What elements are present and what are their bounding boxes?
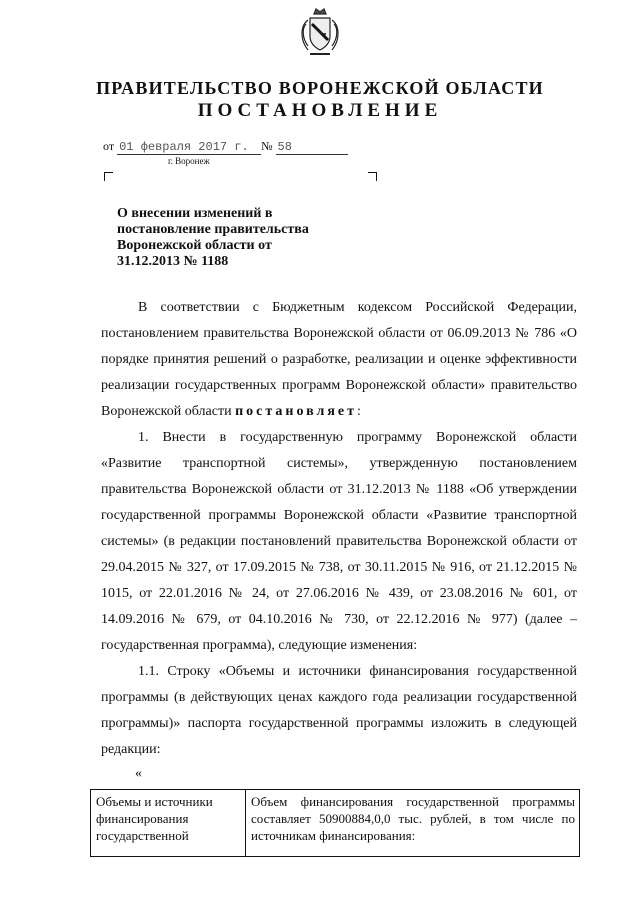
subject-line: О внесении изменений в: [117, 206, 273, 221]
table-cell-value: Объем финансирования государственной программы составляет 50900884,0,0 тыс. рублей, в том числе по источникам финансирования:: [246, 790, 580, 857]
preamble-text: В соответствии с Бюджетным кодексом Российской Федерации, постановлением правительства Воронежской области от 06.09.2013 № 786 «О порядке принятия решений о разработке, реализации и оценке эффективности реализации государственных программ Воронежской области» правительство Воронежской области: [101, 300, 577, 419]
from-label: от: [103, 139, 115, 153]
document-body: [101, 295, 577, 763]
coat-of-arms-icon: [296, 6, 344, 64]
decree-number: 58: [276, 140, 348, 155]
subject-line: 31.12.2013 № 1188: [117, 254, 229, 269]
funding-table: [90, 789, 580, 857]
number-label: №: [261, 139, 273, 153]
clause-1-paragraph: 1. Внести в государственную программу Воронежской области «Развитие транспортной системы», утвержденную постановлением правительства Воронежской области от 31.12.2013 № 1188 «Об утверждении государственной программы Воронежской области «Развитие транспортной системы» (в редакции постановлений правительства Воронежской области от 29.04.2015 № 327, от 17.09.2015 № 738, от 30.11.2015 № 916, от 21.12.2015 № 1015, от 22.01.2016 № 24, от 27.06.2016 № 439, от 23.08.2016 № 601, от 14.09.2016 № 679, от 04.10.2016 № 730, от 22.12.2016 № 977) (далее – государственная программа), следующие изменения:: [101, 430, 577, 653]
date-row: [103, 139, 348, 155]
table-row: [91, 790, 580, 857]
city: г. Воронеж: [168, 156, 210, 166]
subject-line: Воронежской области от: [117, 238, 272, 253]
corner-mark-left: [104, 172, 113, 181]
government-title: ПРАВИТЕЛЬСТВО ВОРОНЕЖСКОЙ ОБЛАСТИ: [96, 78, 544, 98]
document-type: ПОСТАНОВЛЕНИЕ: [197, 100, 443, 121]
decree-subject: [117, 206, 357, 270]
clause-1-1-paragraph: 1.1. Строку «Объемы и источники финансирования государственной программы (в действующих ценах каждого года реализации государственной программы)» паспорта государственной программы изложить в следующей редакции:: [101, 664, 577, 757]
table-cell-label: Объемы и источники финансирования государственной: [91, 790, 246, 857]
opening-quote: «: [135, 766, 142, 781]
corner-mark-right: [368, 172, 377, 181]
preamble-paragraph: [101, 295, 577, 425]
preamble-end: :: [357, 404, 361, 419]
decree-word: постановляет: [235, 404, 358, 419]
decree-date: 01 февраля 2017 г.: [117, 140, 261, 155]
subject-line: постановление правительства: [117, 222, 309, 237]
